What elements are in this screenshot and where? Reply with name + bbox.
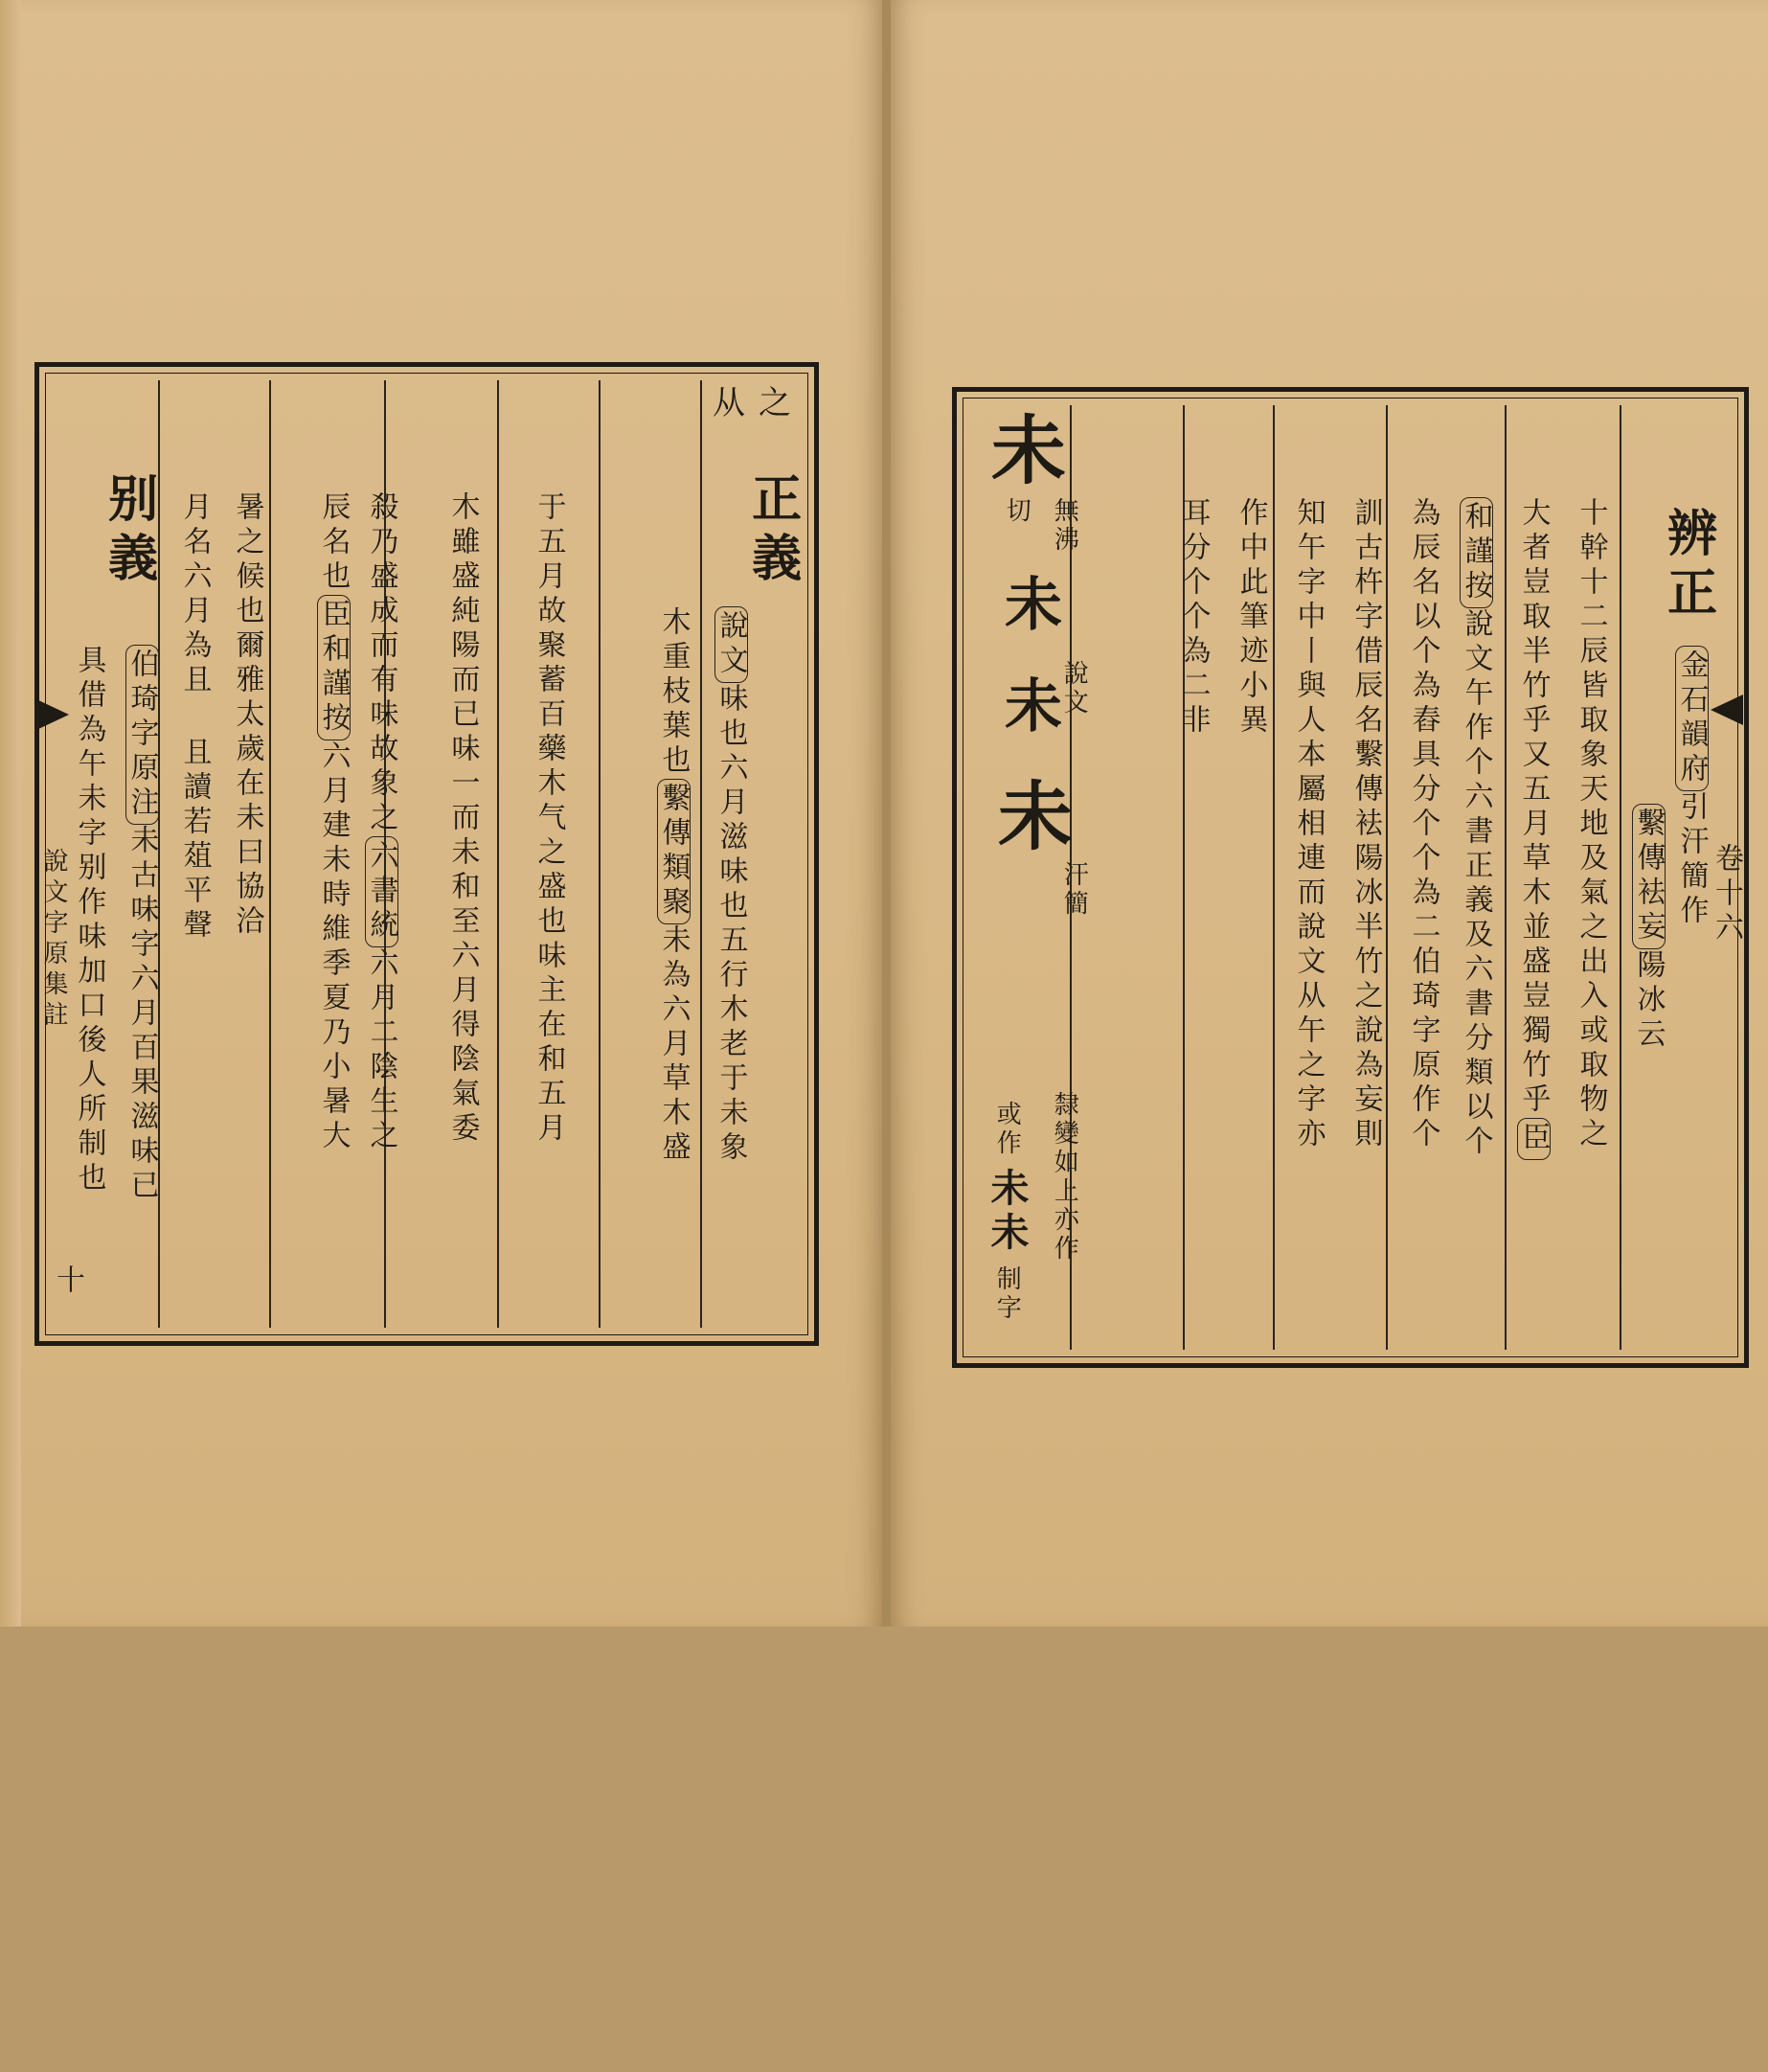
text-column [986,1101,1028,2072]
text-column [652,606,694,1581]
variant-note: 制字 [992,1265,1022,1323]
entry-character: 未 [978,411,1066,491]
text-line: 殺乃盛成而有味故象之 [364,491,398,836]
text-line: 辰名也 [316,491,351,595]
text-frame-left [34,362,819,1346]
text-column [226,491,268,1466]
source-citation: 金石韻府 [1675,646,1709,791]
text-column [1570,497,1612,1469]
text-column [312,491,354,1466]
text-line: 為辰名以个為舂具分个个為二伯琦字原作个 [1406,497,1440,1152]
text-line: 暑之候也爾雅太歲在未曰協洽 [230,491,264,940]
text-line: 陽冰云 [1631,949,1666,1053]
text-line: 十幹十二辰皆取象天地及氣之出入或取物之 [1574,497,1608,1152]
text-line: 未古味字六月百果滋味已 [125,825,159,1204]
text-line: 訓古杵字借辰名繫傳袪陽冰半竹之說為妄則 [1349,497,1383,1152]
text-line: 具借為午未字别作味加口後人所制也 [72,645,106,1196]
section-heading-zhengyi: 正義 [742,472,802,591]
text-column [1670,646,1712,1617]
text-column [1172,497,1214,1469]
text-column [1627,804,1669,1775]
variant-note: 隸變如上亦作 [1050,1091,1079,1264]
book-gutter [882,0,891,1627]
source-citation: 繫傳袪妄 [1632,804,1666,949]
text-column [173,491,215,1466]
seal-form-hanjian: 未 [995,675,1062,739]
text-frame-right [952,387,1749,1368]
text-column [1230,497,1272,1469]
seal-form-shuowen: 未 [995,574,1062,637]
source-citation: 和謹按 [1460,497,1493,608]
text-line: 大者豈取半竹乎又五月草木並盛豈獨竹乎 [1516,497,1551,1118]
text-column [1455,497,1497,1469]
left-page [0,0,882,1627]
source-label-hanjian: 汗簡 [1059,861,1089,919]
text-column [360,491,402,1466]
text-line: 六月建未時維季夏乃小暑大 [316,740,351,1154]
text-line: 月名六月為且 [177,491,212,698]
text-column [121,645,163,1619]
text-line: 木重枝葉也 [656,606,691,779]
text-line: 木雖盛純陽而已味一而未和至六月得陰氣委 [445,491,480,1147]
seal-form-li: 未 [985,777,1073,857]
text-line: 作中此筆迹小異 [1234,497,1268,739]
text-line: 說文午作个六書正義及六書分類以个 [1459,608,1493,1160]
source-label-shuowen: 說文 [1059,660,1089,717]
text-line: 于五月故聚蓄百藥木气之盛也味主在和五月 [532,491,566,1147]
text-line: 且讀若葅平聲 [177,737,212,944]
text-column [1287,497,1329,1469]
text-column [1043,1091,1085,2062]
source-citation: 臣和謹按 [317,595,351,740]
fanqie-upper: 無沸 [1050,497,1079,555]
text-line: 耳分个个為二非 [1176,497,1211,739]
header-glyphs: 从之 [713,384,805,422]
section-heading-bieyi: 别義 [99,472,158,591]
page-edge [0,0,21,1627]
text-line: 引汗簡作 [1674,791,1709,929]
variant-form: 未未 [985,1168,1030,1256]
text-line: 六月二陰生之 [364,947,398,1154]
source-citation: 繫傳類聚 [657,779,691,924]
text-column [1402,497,1444,1469]
source-citation: 伯琦字原注 [125,645,159,825]
source-citation: 六書統 [365,836,398,947]
source-citation: 臣 [1517,1118,1551,1160]
book-title-margin: 說文字原集註 [39,848,68,1032]
text-line: 未為六月草木盛 [656,924,691,1166]
page-number-margin: 十 [51,1264,84,1299]
text-column [1345,497,1387,1469]
text-line: 知午字中丨與人本屬相連而說文从午之字亦 [1291,497,1326,1152]
volume-margin: 卷十六 [1710,843,1743,946]
variant-note: 或作 [992,1101,1022,1158]
text-column [68,645,110,1619]
text-line: 味也六月滋味也五行木老于未象 [714,683,748,1166]
section-heading-bianzheng: 辨正 [1658,507,1717,626]
source-citation: 說文 [714,606,748,683]
fanqie-lower: 切 [1002,497,1031,526]
text-column [710,606,752,1581]
text-column [1512,497,1554,1469]
text-column [528,491,570,1466]
text-column [442,491,484,1466]
